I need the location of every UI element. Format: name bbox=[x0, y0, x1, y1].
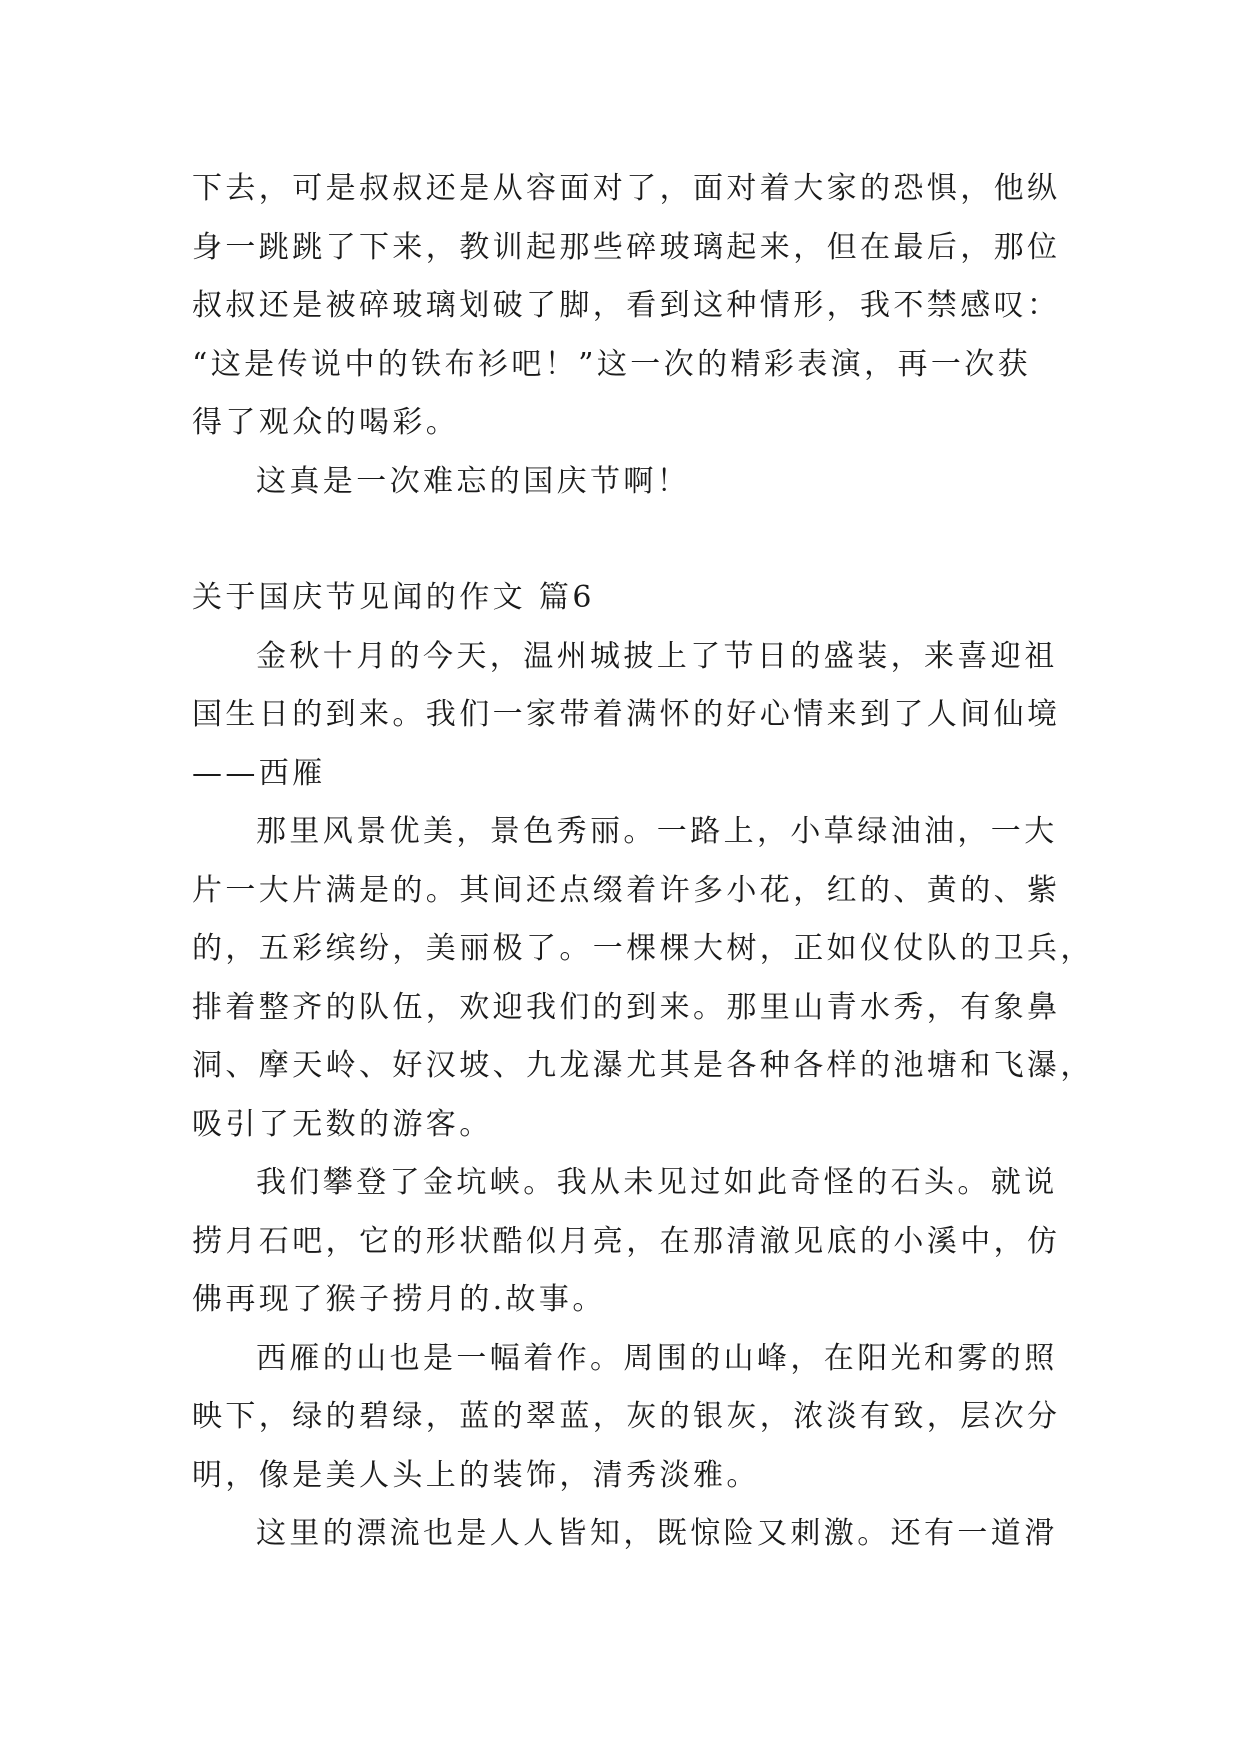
text-line: 下去，可是叔叔还是从容面对了，面对着大家的恐惧，他纵 bbox=[192, 171, 1061, 206]
text-line: 捞月石吧，它的形状酷似月亮，在那清澈见底的小溪中，仿 bbox=[192, 1223, 1061, 1259]
text-line: 叔叔还是被碎玻璃划破了脚，看到这种情形，我不禁感叹： bbox=[192, 288, 1061, 323]
paragraph-3 bbox=[192, 1154, 1061, 1330]
text-line: 身一跳跳了下来，教训起那些碎玻璃起来，但在最后，那位 bbox=[192, 229, 1061, 265]
paragraph-closing bbox=[192, 453, 1048, 512]
text-line: 吸引了无数的游客。 bbox=[192, 1106, 493, 1142]
document-page bbox=[192, 160, 1094, 1564]
text-line: 我们攀登了金坑峡。我从未见过如此奇怪的石头。就说 bbox=[256, 1165, 1058, 1200]
text-line: 国生日的到来。我们一家带着满怀的好心情来到了人间仙境 bbox=[192, 697, 1061, 732]
text-line: 这里的漂流也是人人皆知，既惊险又刺激。还有一道滑 bbox=[256, 1516, 1058, 1551]
paragraph-continuation bbox=[192, 160, 1061, 453]
text-line: 这真是一次难忘的国庆节啊！ bbox=[256, 463, 691, 499]
text-line: 得了观众的喝彩。 bbox=[192, 405, 460, 440]
text-line: 那里风景优美，景色秀丽。一路上，小草绿油油，一大 bbox=[256, 814, 1058, 849]
text-line: 西雁的山也是一幅着作。周围的山峰，在阳光和雾的照 bbox=[256, 1340, 1058, 1376]
paragraph-5 bbox=[192, 1505, 1058, 1564]
text-line: 佛再现了猴子捞月的.故事。 bbox=[192, 1282, 606, 1317]
paragraph-2 bbox=[192, 803, 1094, 1154]
text-line: “这是传说中的铁布衫吧！”这一次的精彩表演，再一次获 bbox=[192, 346, 1032, 382]
text-line: 明，像是美人头上的装饰，清秀淡雅。 bbox=[192, 1457, 760, 1493]
text-line: 排着整齐的队伍，欢迎我们的到来。那里山青水秀，有象鼻 bbox=[192, 989, 1061, 1025]
text-line: 的，五彩缤纷，美丽极了。一棵棵大树，正如仪仗队的卫兵， bbox=[192, 931, 1094, 966]
text-line: ——西雁 bbox=[192, 755, 326, 791]
text-line: 映下，绿的碧绿，蓝的翠蓝，灰的银灰，浓淡有致，层次分 bbox=[192, 1399, 1061, 1434]
paragraph-1 bbox=[192, 628, 1061, 804]
text-line: 金秋十月的今天，温州城披上了节日的盛装，来喜迎祖 bbox=[256, 638, 1058, 674]
text-line: 片一大片满是的。其间还点缀着许多小花，红的、黄的、紫 bbox=[192, 872, 1061, 908]
text-line: 洞、摩天岭、好汉坡、九龙瀑尤其是各种各样的池塘和飞瀑， bbox=[192, 1048, 1094, 1083]
paragraph-4 bbox=[192, 1330, 1061, 1506]
section-title: 关于国庆节见闻的作文 篇6 bbox=[192, 580, 595, 615]
